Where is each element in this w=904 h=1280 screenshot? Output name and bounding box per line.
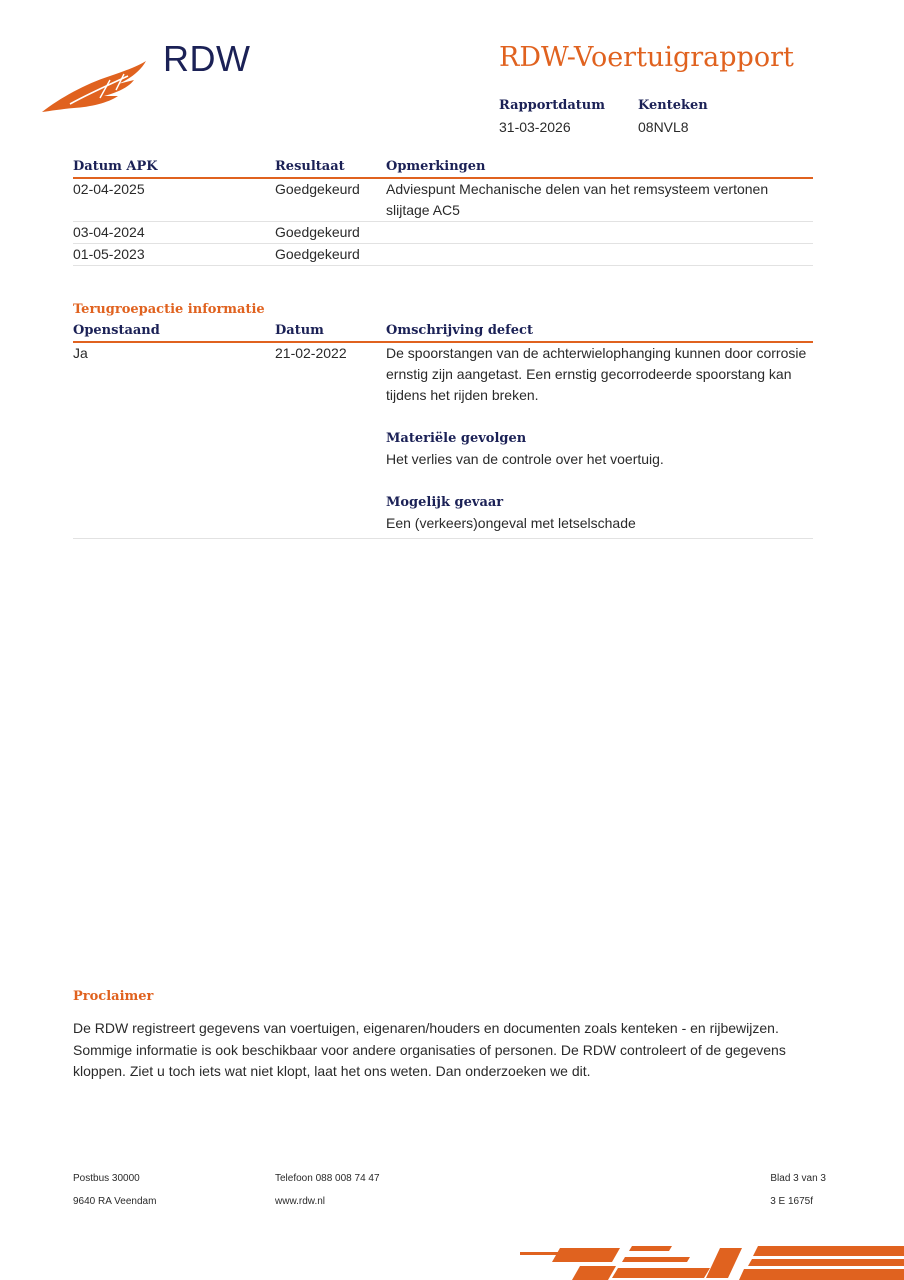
apk-header-date: Datum APK — [73, 159, 158, 174]
orange-stripes-icon — [520, 1240, 904, 1280]
recall-header-date: Datum — [275, 323, 324, 338]
footer-website[interactable]: www.rdw.nl — [275, 1196, 326, 1207]
consequences-heading: Materiële gevolgen — [386, 431, 527, 446]
apk-date: 02-04-2025 — [73, 181, 145, 197]
footer-phone: Telefoon 088 008 74 47 — [275, 1173, 380, 1184]
recall-section-title: Terugroepactie informatie — [73, 302, 265, 317]
apk-result: Goedgekeurd — [275, 246, 360, 262]
table-row — [73, 244, 813, 266]
recall-table-header — [73, 322, 813, 343]
apk-date: 03-04-2024 — [73, 224, 145, 240]
apk-remark — [386, 222, 813, 243]
apk-table — [73, 158, 813, 266]
plate-value: 08NVL8 — [638, 119, 689, 135]
danger-text: Een (verkeers)ongeval met letselschade — [386, 515, 636, 531]
recall-date: 21-02-2022 — [275, 345, 347, 361]
consequences-text: Het verlies van de controle over het voertuig. — [386, 451, 664, 467]
proclaimer-text: De RDW registreert gegevens van voertuigen, eigenaren/houders en documenten zoals kenteken - en rijbewijzen. Sommige informatie is ook beschikbaar voor andere organisaties of personen. De RDW controleert of de gegevens kloppen. Ziet u toch iets wat niet klopt, laat het ons weten. Dan onderzoeken we dit. — [73, 1020, 786, 1079]
apk-result: Goedgekeurd — [275, 181, 360, 197]
recall-open: Ja — [73, 345, 88, 361]
table-row — [73, 222, 813, 244]
apk-table-header — [73, 158, 813, 179]
recall-header-description: Omschrijving defect — [386, 323, 533, 338]
apk-header-result: Resultaat — [275, 159, 345, 174]
table-row — [73, 179, 813, 222]
report-date-label: Rapportdatum — [499, 98, 605, 113]
apk-remark: Adviespunt Mechanische delen van het remsysteem vertonen slijtage AC5 — [386, 181, 769, 218]
recall-description-cell — [386, 343, 813, 534]
plate-block — [638, 98, 708, 135]
rdw-logo — [40, 38, 250, 118]
report-title: RDW-Voertuigrapport — [499, 42, 794, 73]
report-date-value: 31-03-2026 — [499, 119, 571, 135]
apk-header-remarks: Opmerkingen — [386, 159, 486, 174]
footer-city: 9640 RA Veendam — [73, 1196, 157, 1207]
brand-name: RDW — [163, 38, 251, 79]
recall-header-open: Openstaand — [73, 323, 160, 338]
apk-result: Goedgekeurd — [275, 224, 360, 240]
recall-table — [73, 322, 813, 539]
report-date-block — [499, 98, 605, 135]
footer-document-code: 3 E 1675f — [770, 1196, 813, 1207]
footer-po-box: Postbus 30000 — [73, 1173, 140, 1184]
apk-date: 01-05-2023 — [73, 246, 145, 262]
apk-remark — [386, 244, 813, 265]
recall-description: De spoorstangen van de achterwielophanging kunnen door corrosie ernstig zijn aangetast. Een ernstig gecorrodeerde spoorstang kan tijdens het rijden breken. — [386, 345, 807, 403]
rdw-feather-icon — [40, 58, 150, 114]
proclaimer-title: Proclaimer — [73, 989, 154, 1004]
danger-heading: Mogelijk gevaar — [386, 495, 504, 510]
table-row — [73, 343, 813, 539]
plate-label: Kenteken — [638, 98, 708, 113]
footer-page-number: Blad 3 van 3 — [770, 1173, 826, 1184]
